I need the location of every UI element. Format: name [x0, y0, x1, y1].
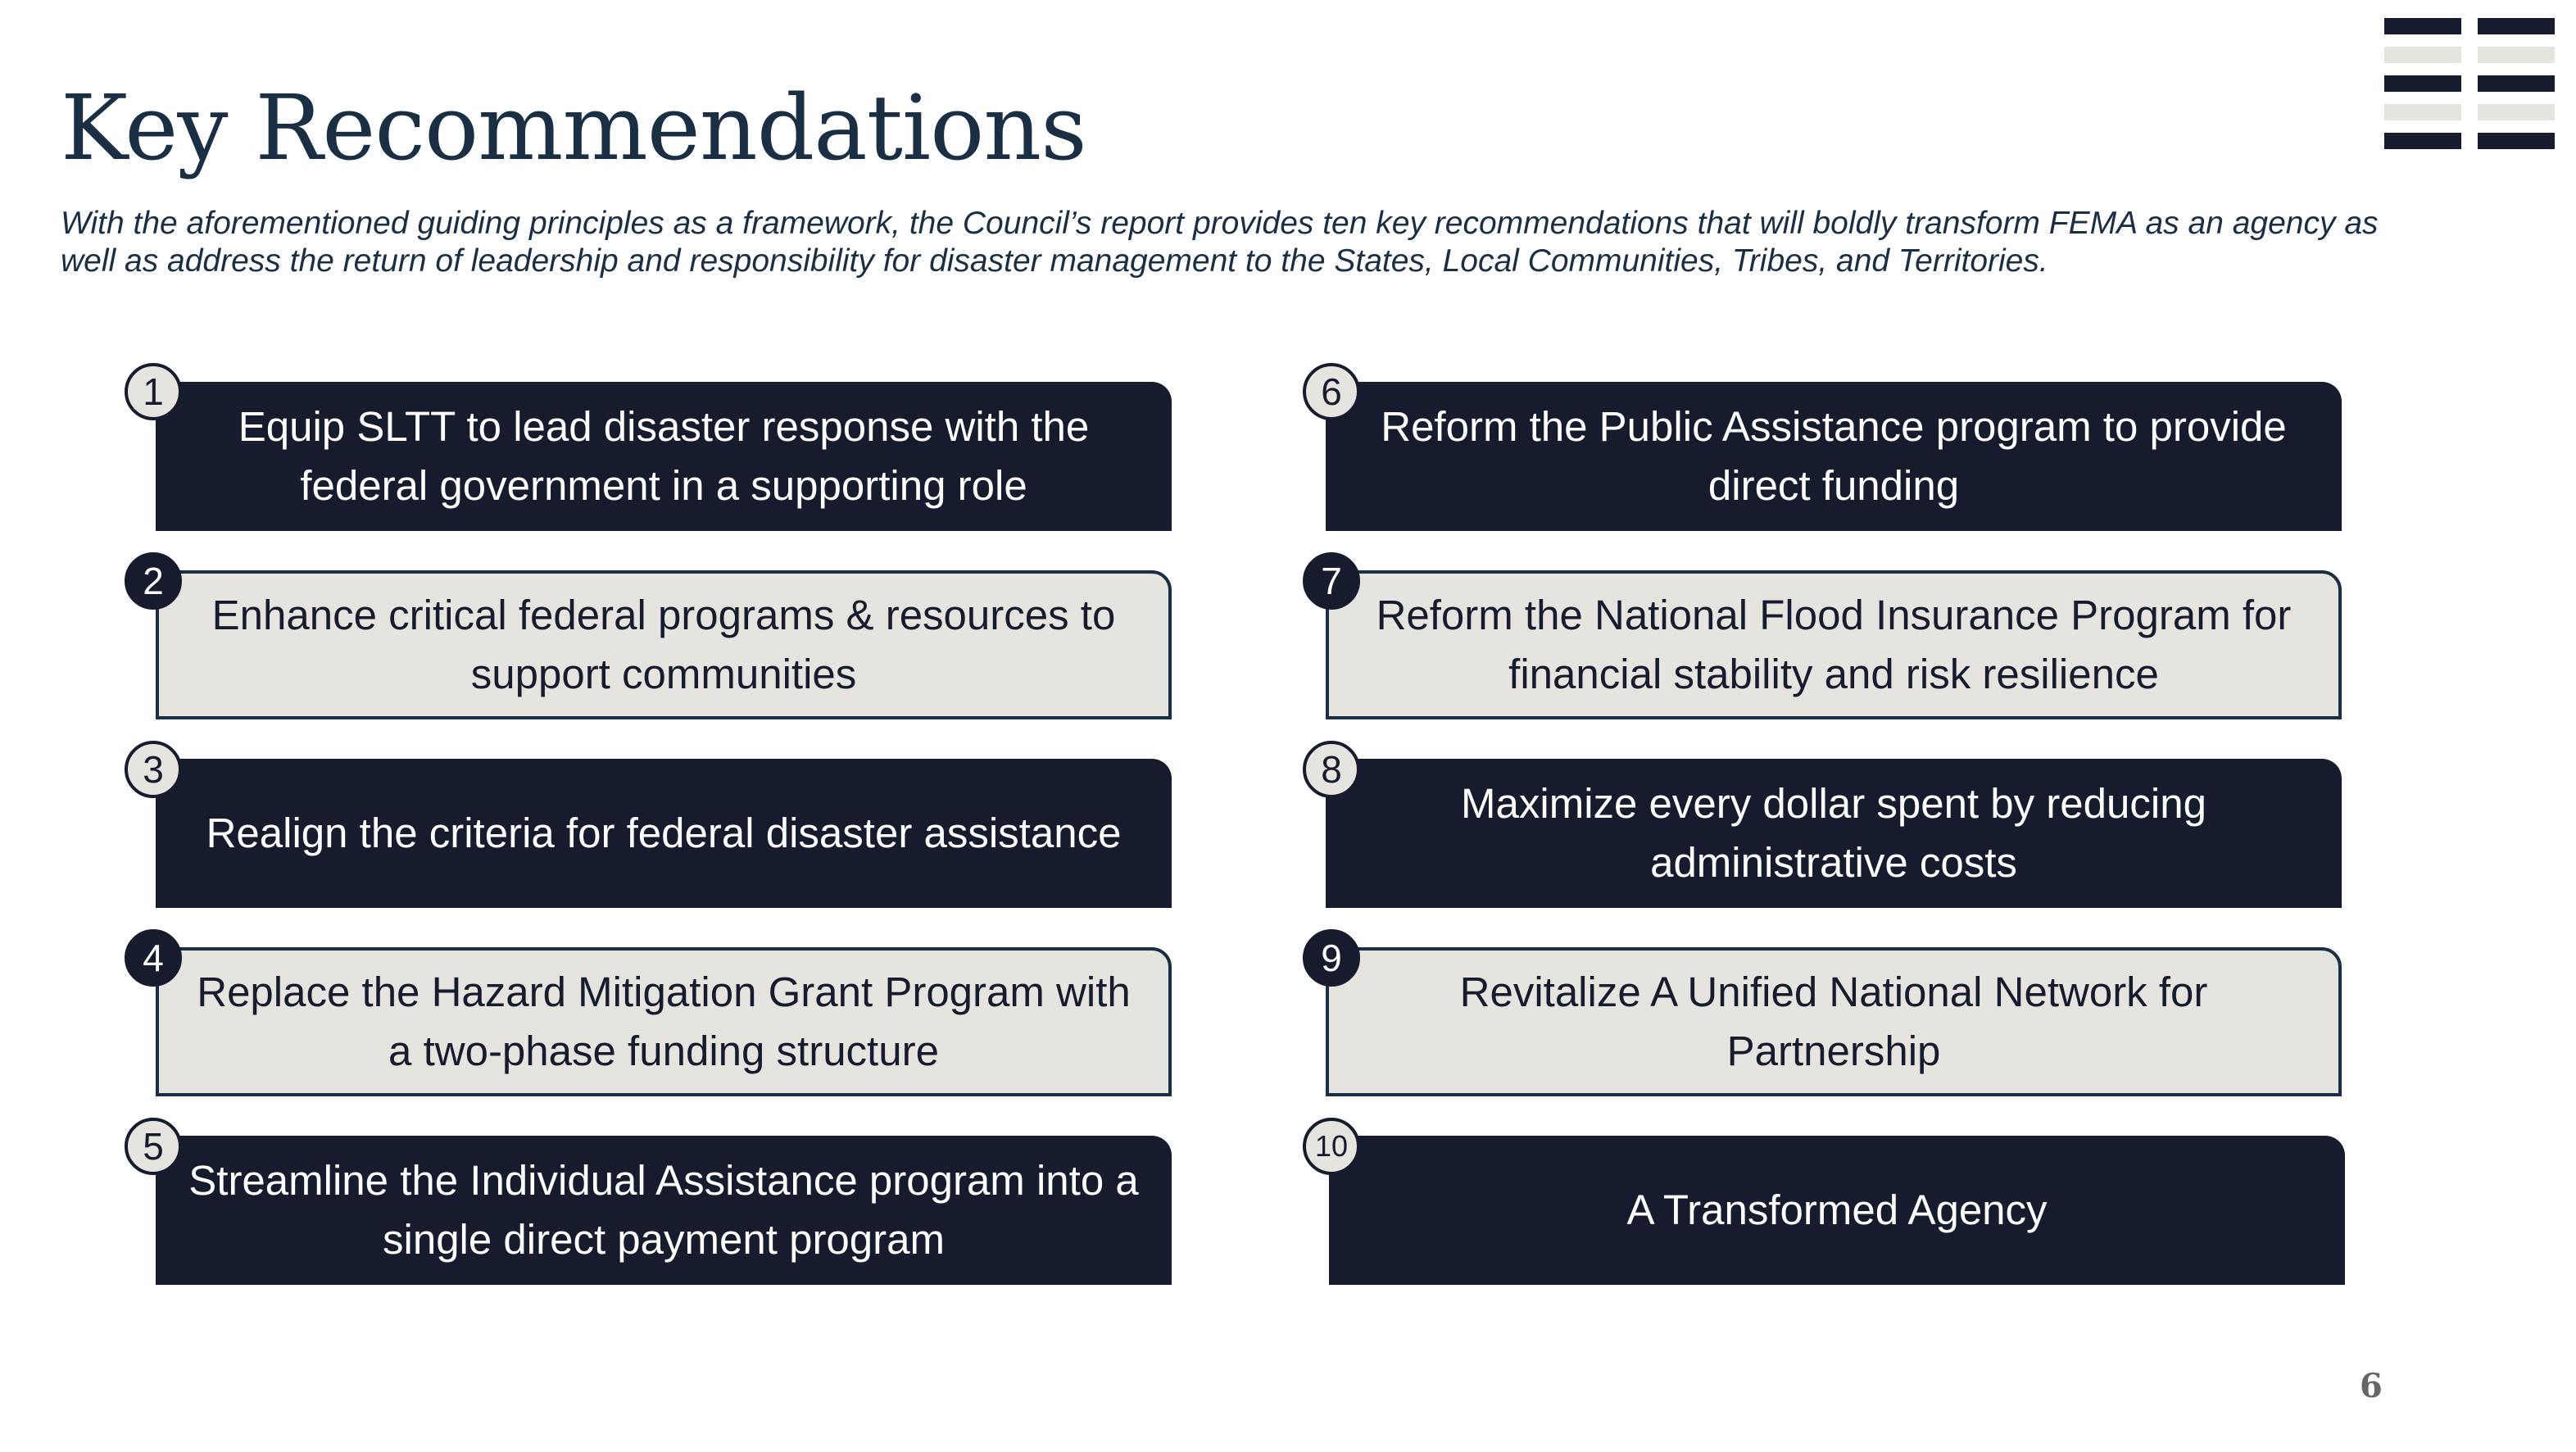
number-badge-8: 8	[1303, 741, 1360, 798]
recommendation-text: A Transformed Agency	[1626, 1187, 2048, 1233]
recommendation-text: Reform the National Flood Insurance Program for financial stability and risk resilience	[1376, 592, 2292, 697]
number-badge-9: 9	[1303, 929, 1360, 987]
number-badge-1: 1	[125, 363, 182, 420]
number-badge-7: 7	[1303, 552, 1360, 610]
recommendation-text: Revitalize A Unified National Network for Partnership	[1459, 969, 2208, 1074]
recommendation-text: Equip SLTT to lead disaster response with the federal government in a supporting role	[238, 403, 1090, 509]
recommendation-card-4	[156, 947, 1172, 1096]
number-badge-10: 10	[1303, 1118, 1360, 1175]
number-badge-3: 3	[125, 741, 182, 798]
recommendation-card-3	[156, 759, 1172, 908]
recommendation-text: Maximize every dollar spent by reducing administrative costs	[1461, 780, 2206, 886]
recommendation-card-2	[156, 570, 1172, 719]
number-badge-5: 5	[125, 1118, 182, 1175]
recommendation-text: Reform the Public Assistance program to provide direct funding	[1381, 403, 2287, 509]
recommendation-card-9	[1326, 947, 2342, 1096]
page-number: 6	[2360, 1367, 2383, 1405]
recommendation-card-10	[1329, 1136, 2345, 1285]
page-title: Key Recommendations	[61, 75, 1086, 180]
recommendation-card-1	[156, 382, 1172, 531]
number-badge-4: 4	[125, 929, 182, 987]
recommendation-text: Streamline the Individual Assistance program into a single direct payment program	[188, 1157, 1139, 1263]
striped-bars-logo-icon	[2384, 18, 2556, 149]
recommendation-card-5	[156, 1136, 1172, 1285]
recommendation-text: Realign the criteria for federal disaster assistance	[206, 810, 1122, 856]
number-badge-2: 2	[125, 552, 182, 610]
intro-paragraph: With the aforementioned guiding principles as a framework, the Council’s report provides ten key recommendations that will boldly transform FEMA as an agency as well as address the return of leadership and responsibility for disaster management to the States, Local Communities, Tribes, and Territories.	[61, 206, 2379, 279]
recommendation-text: Enhance critical federal programs & resources to support communities	[211, 592, 1116, 697]
recommendation-card-8	[1326, 759, 2342, 908]
number-badge-6: 6	[1303, 363, 1360, 420]
recommendation-card-7	[1326, 570, 2342, 719]
recommendation-card-6	[1326, 382, 2342, 531]
recommendation-text: Replace the Hazard Mitigation Grant Program with a two-phase funding structure	[197, 969, 1131, 1074]
